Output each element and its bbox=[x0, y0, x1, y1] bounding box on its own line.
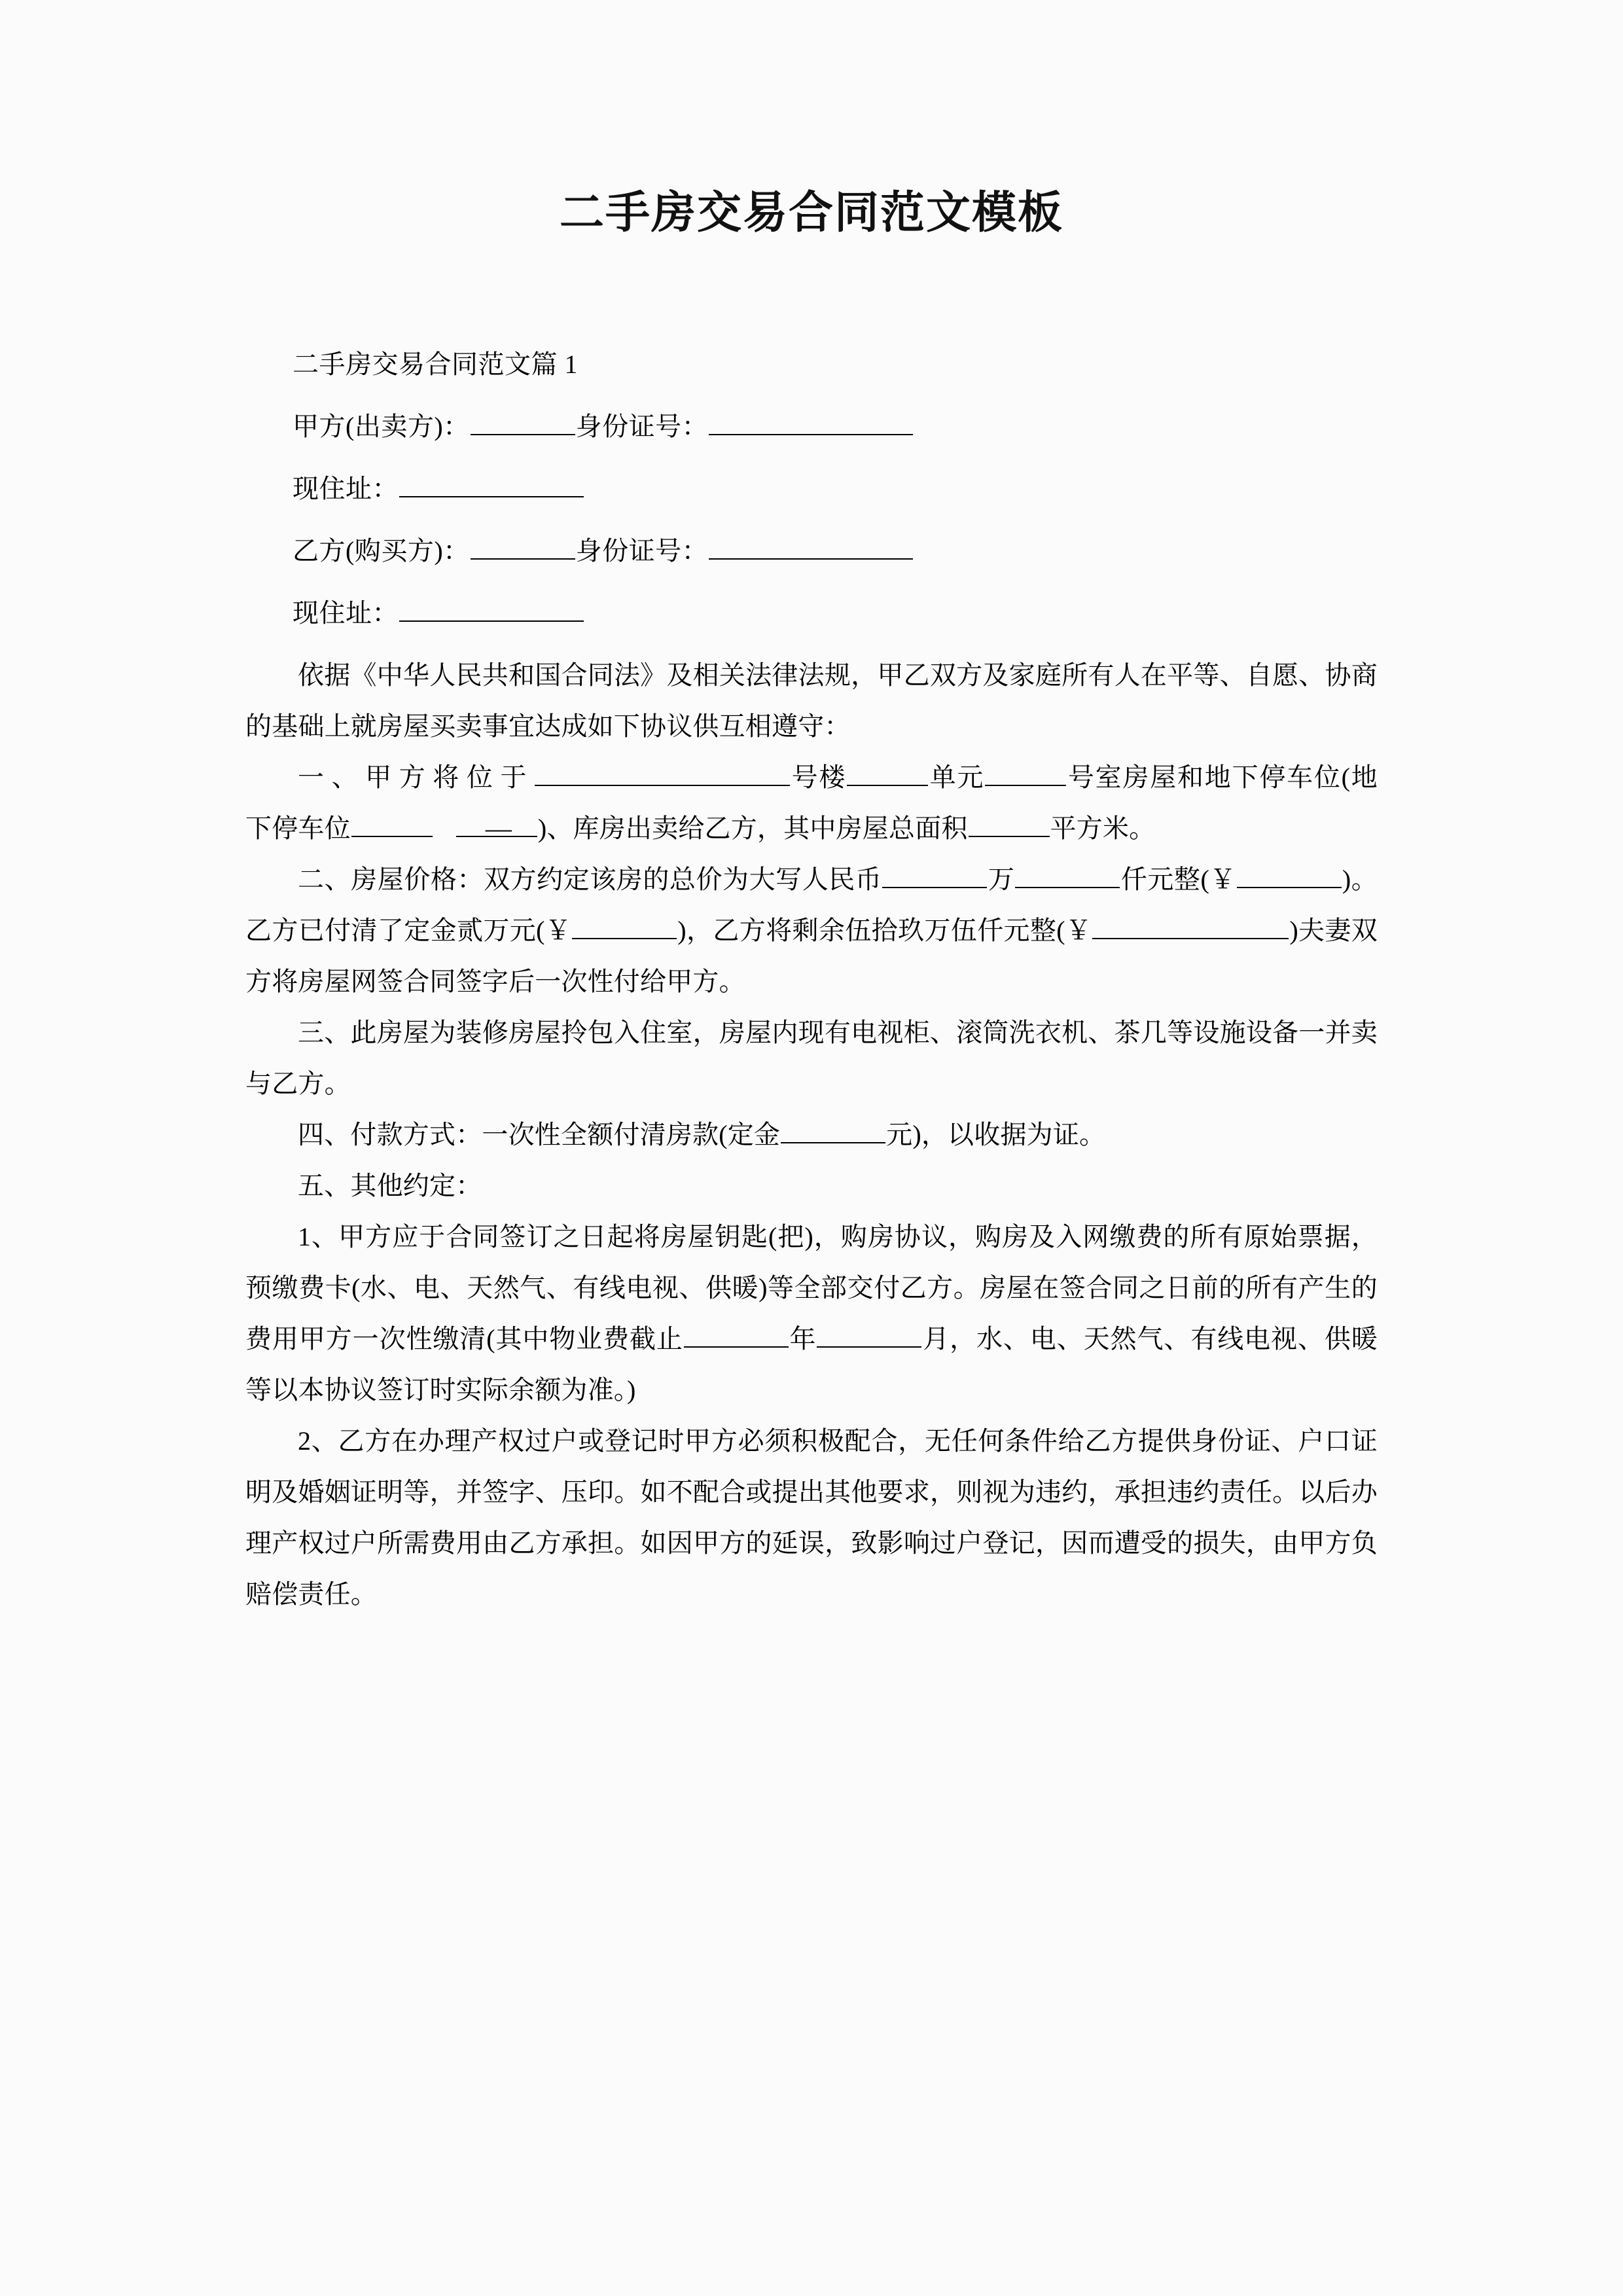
form-row-seller bbox=[245, 378, 1378, 440]
clause-four-deposit-blank[interactable] bbox=[781, 1115, 885, 1143]
clause-four-lead: 四、付款方式：一次性全额付清房款(定金 bbox=[298, 1119, 781, 1149]
buyer-name-blank[interactable] bbox=[471, 531, 575, 560]
clause-four-part1: 元)，以收据为证。 bbox=[886, 1119, 1106, 1149]
clause-four bbox=[245, 1109, 1378, 1160]
section-sub-heading: 二手房交易合同范文篇 1 bbox=[293, 349, 578, 379]
page-title: 二手房交易合同范文模板 bbox=[559, 188, 1063, 238]
clause-one-building-blank[interactable] bbox=[847, 757, 928, 786]
form-row-seller-address bbox=[245, 440, 1378, 502]
clause-five-item-one-part1: 年 bbox=[789, 1323, 817, 1354]
clause-two-part1: 万 bbox=[988, 864, 1015, 894]
seller-address-blank[interactable] bbox=[399, 469, 584, 497]
seller-id-label: 身份证号： bbox=[575, 411, 709, 441]
preamble-paragraph: 依据《中华人民共和国合同法》及相关法律法规，甲乙双方及家庭所有人在平等、自愿、协商的基础上就房屋买卖事宜达成如下协议供互相遵守： bbox=[245, 660, 1378, 741]
seller-label: 甲方(出卖方)： bbox=[293, 411, 470, 441]
clause-two-deposit-amount-blank[interactable] bbox=[572, 910, 677, 939]
seller-id-blank[interactable] bbox=[709, 406, 913, 435]
form-row-buyer-address bbox=[245, 564, 1378, 626]
clause-one-part4: )、库房出卖给乙方，其中房屋总面积 bbox=[537, 813, 968, 843]
clause-two-part2: 仟元整(￥ bbox=[1120, 864, 1236, 894]
buyer-id-label: 身份证号： bbox=[575, 535, 709, 565]
buyer-address-blank[interactable] bbox=[399, 593, 584, 622]
buyer-address-label: 现住址： bbox=[293, 598, 399, 628]
buyer-id-blank[interactable] bbox=[709, 531, 913, 560]
clause-one-area-blank[interactable] bbox=[969, 808, 1050, 837]
clause-two-part4: )，乙方将剩余伍拾玖万伍仟元整(￥ bbox=[677, 915, 1092, 945]
clause-two-balance-amount-blank[interactable] bbox=[1092, 910, 1289, 939]
clause-one bbox=[245, 752, 1378, 854]
clause-one-part2: 单元 bbox=[929, 762, 985, 792]
clause-five: 五、其他约定： bbox=[298, 1170, 482, 1200]
seller-address-label: 现住址： bbox=[293, 473, 399, 503]
clause-one-location-blank[interactable] bbox=[535, 757, 790, 786]
clause-one-parking-to-blank[interactable] bbox=[456, 808, 537, 837]
form-row-buyer bbox=[245, 502, 1378, 564]
clause-two-part5: )夫妻双方将房屋网签合同签字后一次性付给甲方。 bbox=[245, 915, 1378, 996]
clause-one-dash: — bbox=[485, 813, 512, 843]
clause-one-lead: 一、甲方将位于 bbox=[298, 762, 535, 792]
clause-one-parking-from-blank[interactable] bbox=[351, 808, 433, 837]
clause-two-part3: )。乙方已付清了定金贰万元(￥ bbox=[245, 864, 1378, 945]
clause-two-wan-blank[interactable] bbox=[882, 859, 987, 888]
clause-one-unit-blank[interactable] bbox=[985, 757, 1066, 786]
property-fee-year-blank[interactable] bbox=[684, 1319, 789, 1348]
clause-five-item-one bbox=[245, 1211, 1378, 1416]
clause-one-part3: 号室房屋和地下停车位(地下停车位 bbox=[245, 762, 1378, 843]
seller-name-blank[interactable] bbox=[471, 406, 575, 435]
clause-two-lead: 二、房屋价格：双方约定该房的总价为大写人民币 bbox=[298, 864, 882, 894]
property-fee-month-blank[interactable] bbox=[817, 1319, 921, 1348]
clause-two bbox=[245, 854, 1378, 1007]
document-content bbox=[245, 0, 1378, 1620]
clause-five-item-one-lead: 1、甲方应于合同签订之日起将房屋钥匙(把)，购房协议，购房及入网缴费的所有原始票据，预缴费卡(水、电、天然气、有线电视、供暖)等全部交付乙方。房屋在签合同之日前的所有产生的费用甲方一次性缴清(其中物业费截止 bbox=[245, 1221, 1378, 1354]
clause-one-part1: 号楼 bbox=[791, 762, 847, 792]
clause-two-total-amount-blank[interactable] bbox=[1237, 859, 1342, 888]
clause-two-qian-blank[interactable] bbox=[1015, 859, 1120, 888]
buyer-label: 乙方(购买方)： bbox=[293, 535, 470, 565]
clause-five-item-two: 2、乙方在办理产权过户或登记时甲方必须积极配合，无任何条件给乙方提供身份证、户口证明及婚姻证明等，并签字、压印。如不配合或提出其他要求，则视为违约，承担违约责任。以后办理产权过户所需费用由乙方承担。如因甲方的延误，致影响过户登记，因而遭受的损失，由甲方负赔偿责任。 bbox=[245, 1426, 1378, 1609]
clause-three: 三、此房屋为装修房屋拎包入住室，房屋内现有电视柜、滚筒洗衣机、茶几等设施设备一并卖与乙方。 bbox=[245, 1017, 1378, 1098]
clause-five-item-one-part2: 月，水、电、天然气、有线电视、供暖等以本协议签订时实际余额为准。) bbox=[245, 1323, 1378, 1405]
clause-one-part5: 平方米。 bbox=[1050, 813, 1156, 843]
